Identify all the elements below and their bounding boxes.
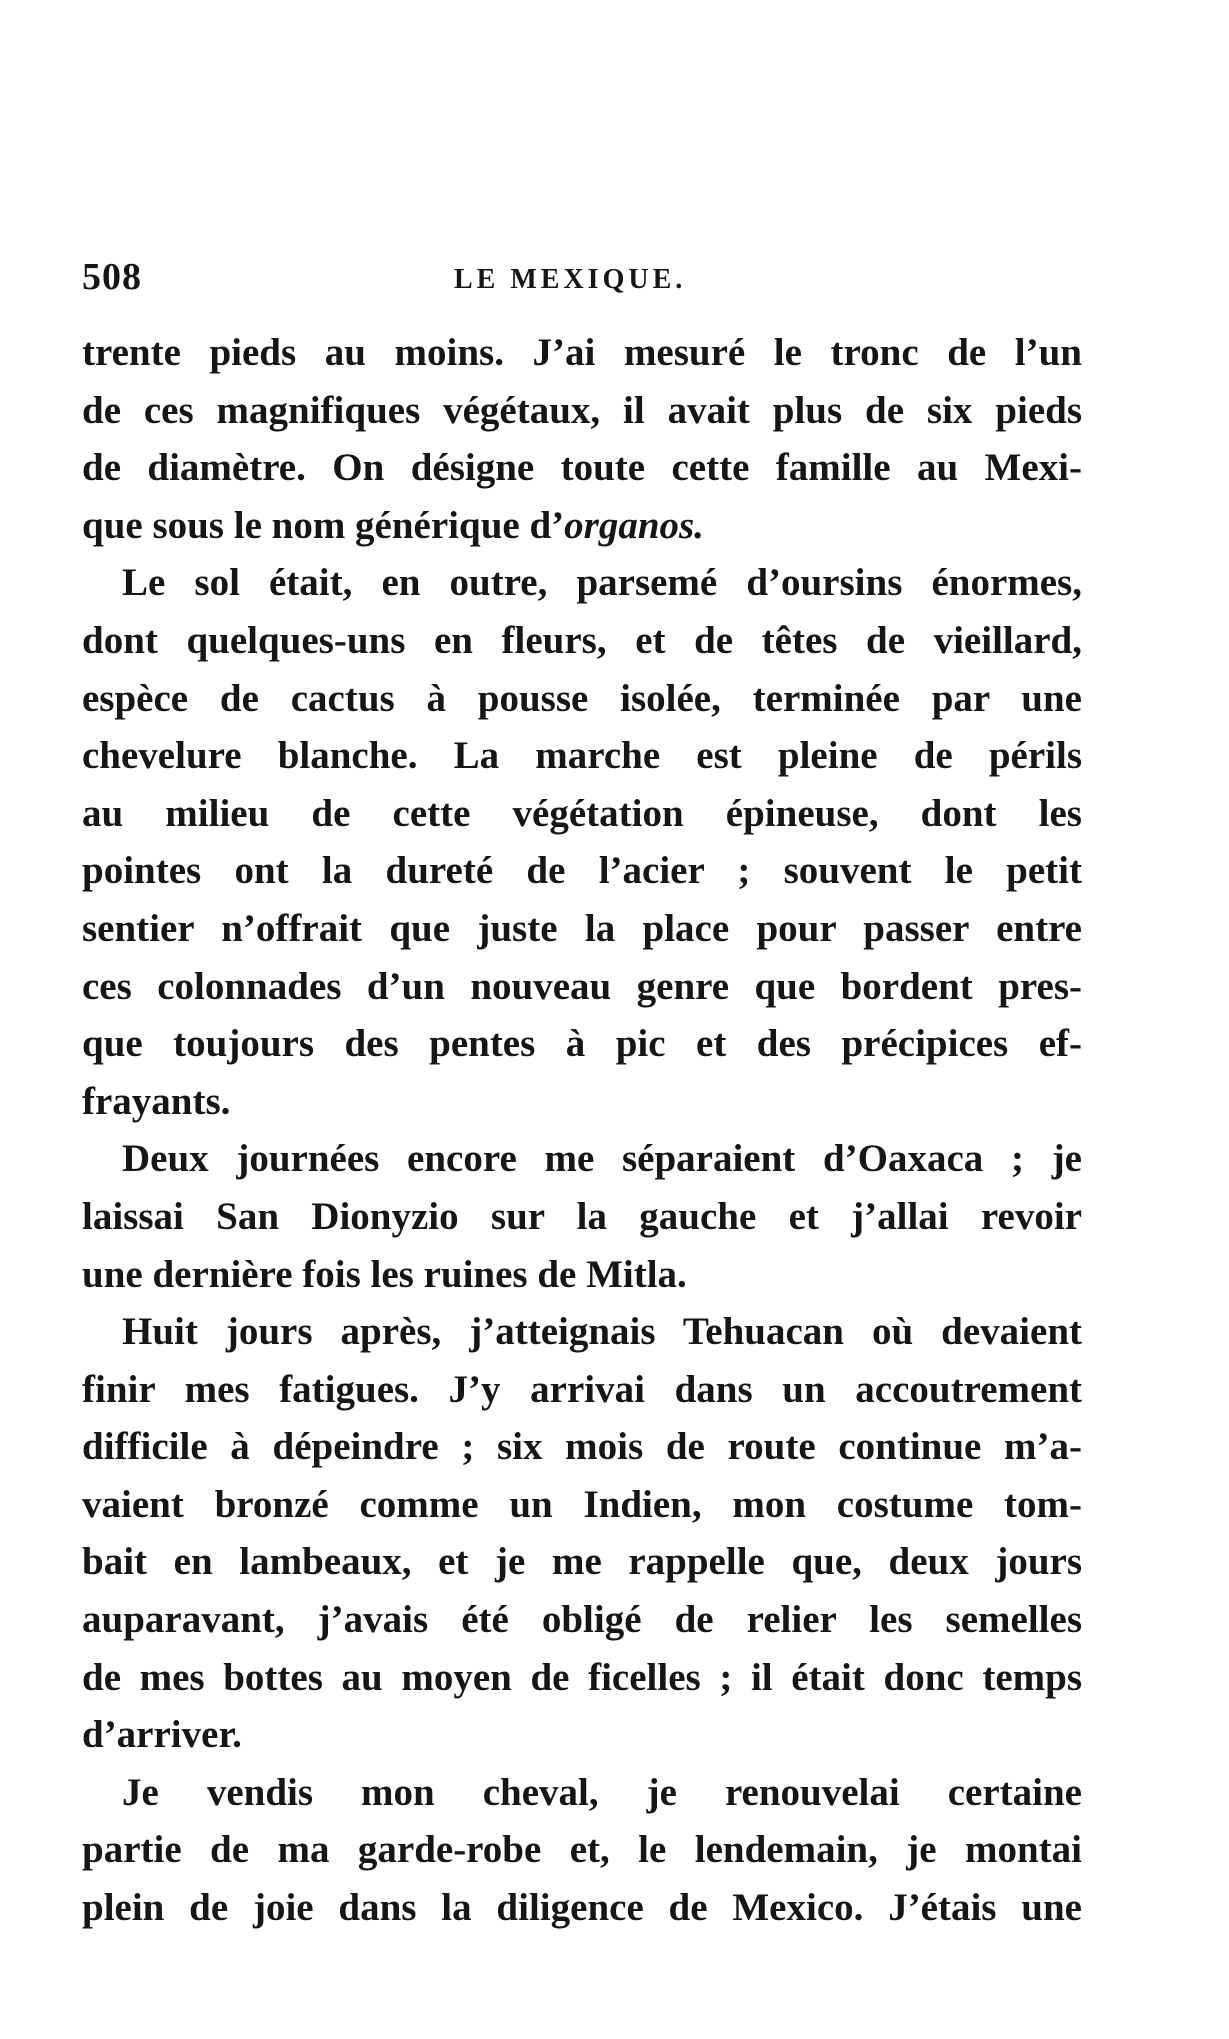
page-number: 508: [82, 256, 142, 298]
text-line: difficile à dépeindre ; six mois de route continue m’a-: [82, 1425, 1082, 1469]
paragraph-start-line: Le sol était, en outre, parsemé d’oursins énormes,: [122, 561, 1082, 605]
page-header: [82, 252, 1082, 302]
text-line: bait en lambeaux, et je me rappelle que, deux jours: [82, 1540, 1082, 1584]
text-line: d’arriver.: [82, 1713, 242, 1757]
text-line: de mes bottes au moyen de ficelles ; il était donc temps: [82, 1655, 1082, 1699]
text-line: pointes ont la dureté de l’acier ; souvent le petit: [82, 849, 1082, 893]
text-line: auparavant, j’avais été obligé de relier les semelles: [82, 1598, 1082, 1642]
running-title: LE MEXIQUE.: [454, 264, 687, 295]
text-line: de diamètre. On désigne toute cette famille au Mexi-: [82, 446, 1082, 490]
text-line: que toujours des pentes à pic et des précipices ef-: [82, 1022, 1082, 1066]
text-line: dont quelques-uns en fleurs, et de têtes de vieillard,: [82, 618, 1082, 662]
paragraph-start-line: Huit jours après, j’atteignais Tehuacan où devaient: [122, 1310, 1082, 1354]
text-line: frayants.: [82, 1079, 231, 1123]
text-line: chevelure blanche. La marche est pleine de périls: [82, 734, 1082, 778]
paragraph-start-line: Je vendis mon cheval, je renouvelai certaine: [122, 1770, 1082, 1814]
text-line: une dernière fois les ruines de Mitla.: [82, 1252, 687, 1296]
text-line: [82, 497, 1082, 555]
text-line: plein de joie dans la diligence de Mexico. J’étais une: [82, 1886, 1082, 1930]
text-line: trente pieds au moins. J’ai mesuré le tronc de l’un: [82, 331, 1082, 374]
text-line: finir mes fatigues. J’y arrivai dans un accoutrement: [82, 1367, 1082, 1411]
text-line: au milieu de cette végétation épineuse, dont les: [82, 791, 1082, 835]
body-text: [82, 324, 1082, 1937]
text-line: partie de ma garde-robe et, le lendemain, je montai: [82, 1828, 1082, 1872]
text-line: sentier n’offrait que juste la place pour passer entre: [82, 906, 1082, 950]
text-line: de ces magnifiques végétaux, il avait plus de six pieds: [82, 388, 1082, 432]
text-line: vaient bronzé comme un Indien, mon costume tom-: [82, 1482, 1082, 1526]
text-line: espèce de cactus à pousse isolée, terminée par une: [82, 676, 1082, 720]
paragraph-start-line: Deux journées encore me séparaient d’Oaxaca ; je: [122, 1137, 1082, 1181]
text-line: laissai San Dionyzio sur la gauche et j’allai revoir: [82, 1194, 1082, 1238]
text-fragment: que sous le nom générique d’: [82, 503, 565, 547]
text-line: ces colonnades d’un nouveau genre que bordent pres-: [82, 964, 1082, 1008]
italic-term: organos.: [564, 503, 704, 547]
